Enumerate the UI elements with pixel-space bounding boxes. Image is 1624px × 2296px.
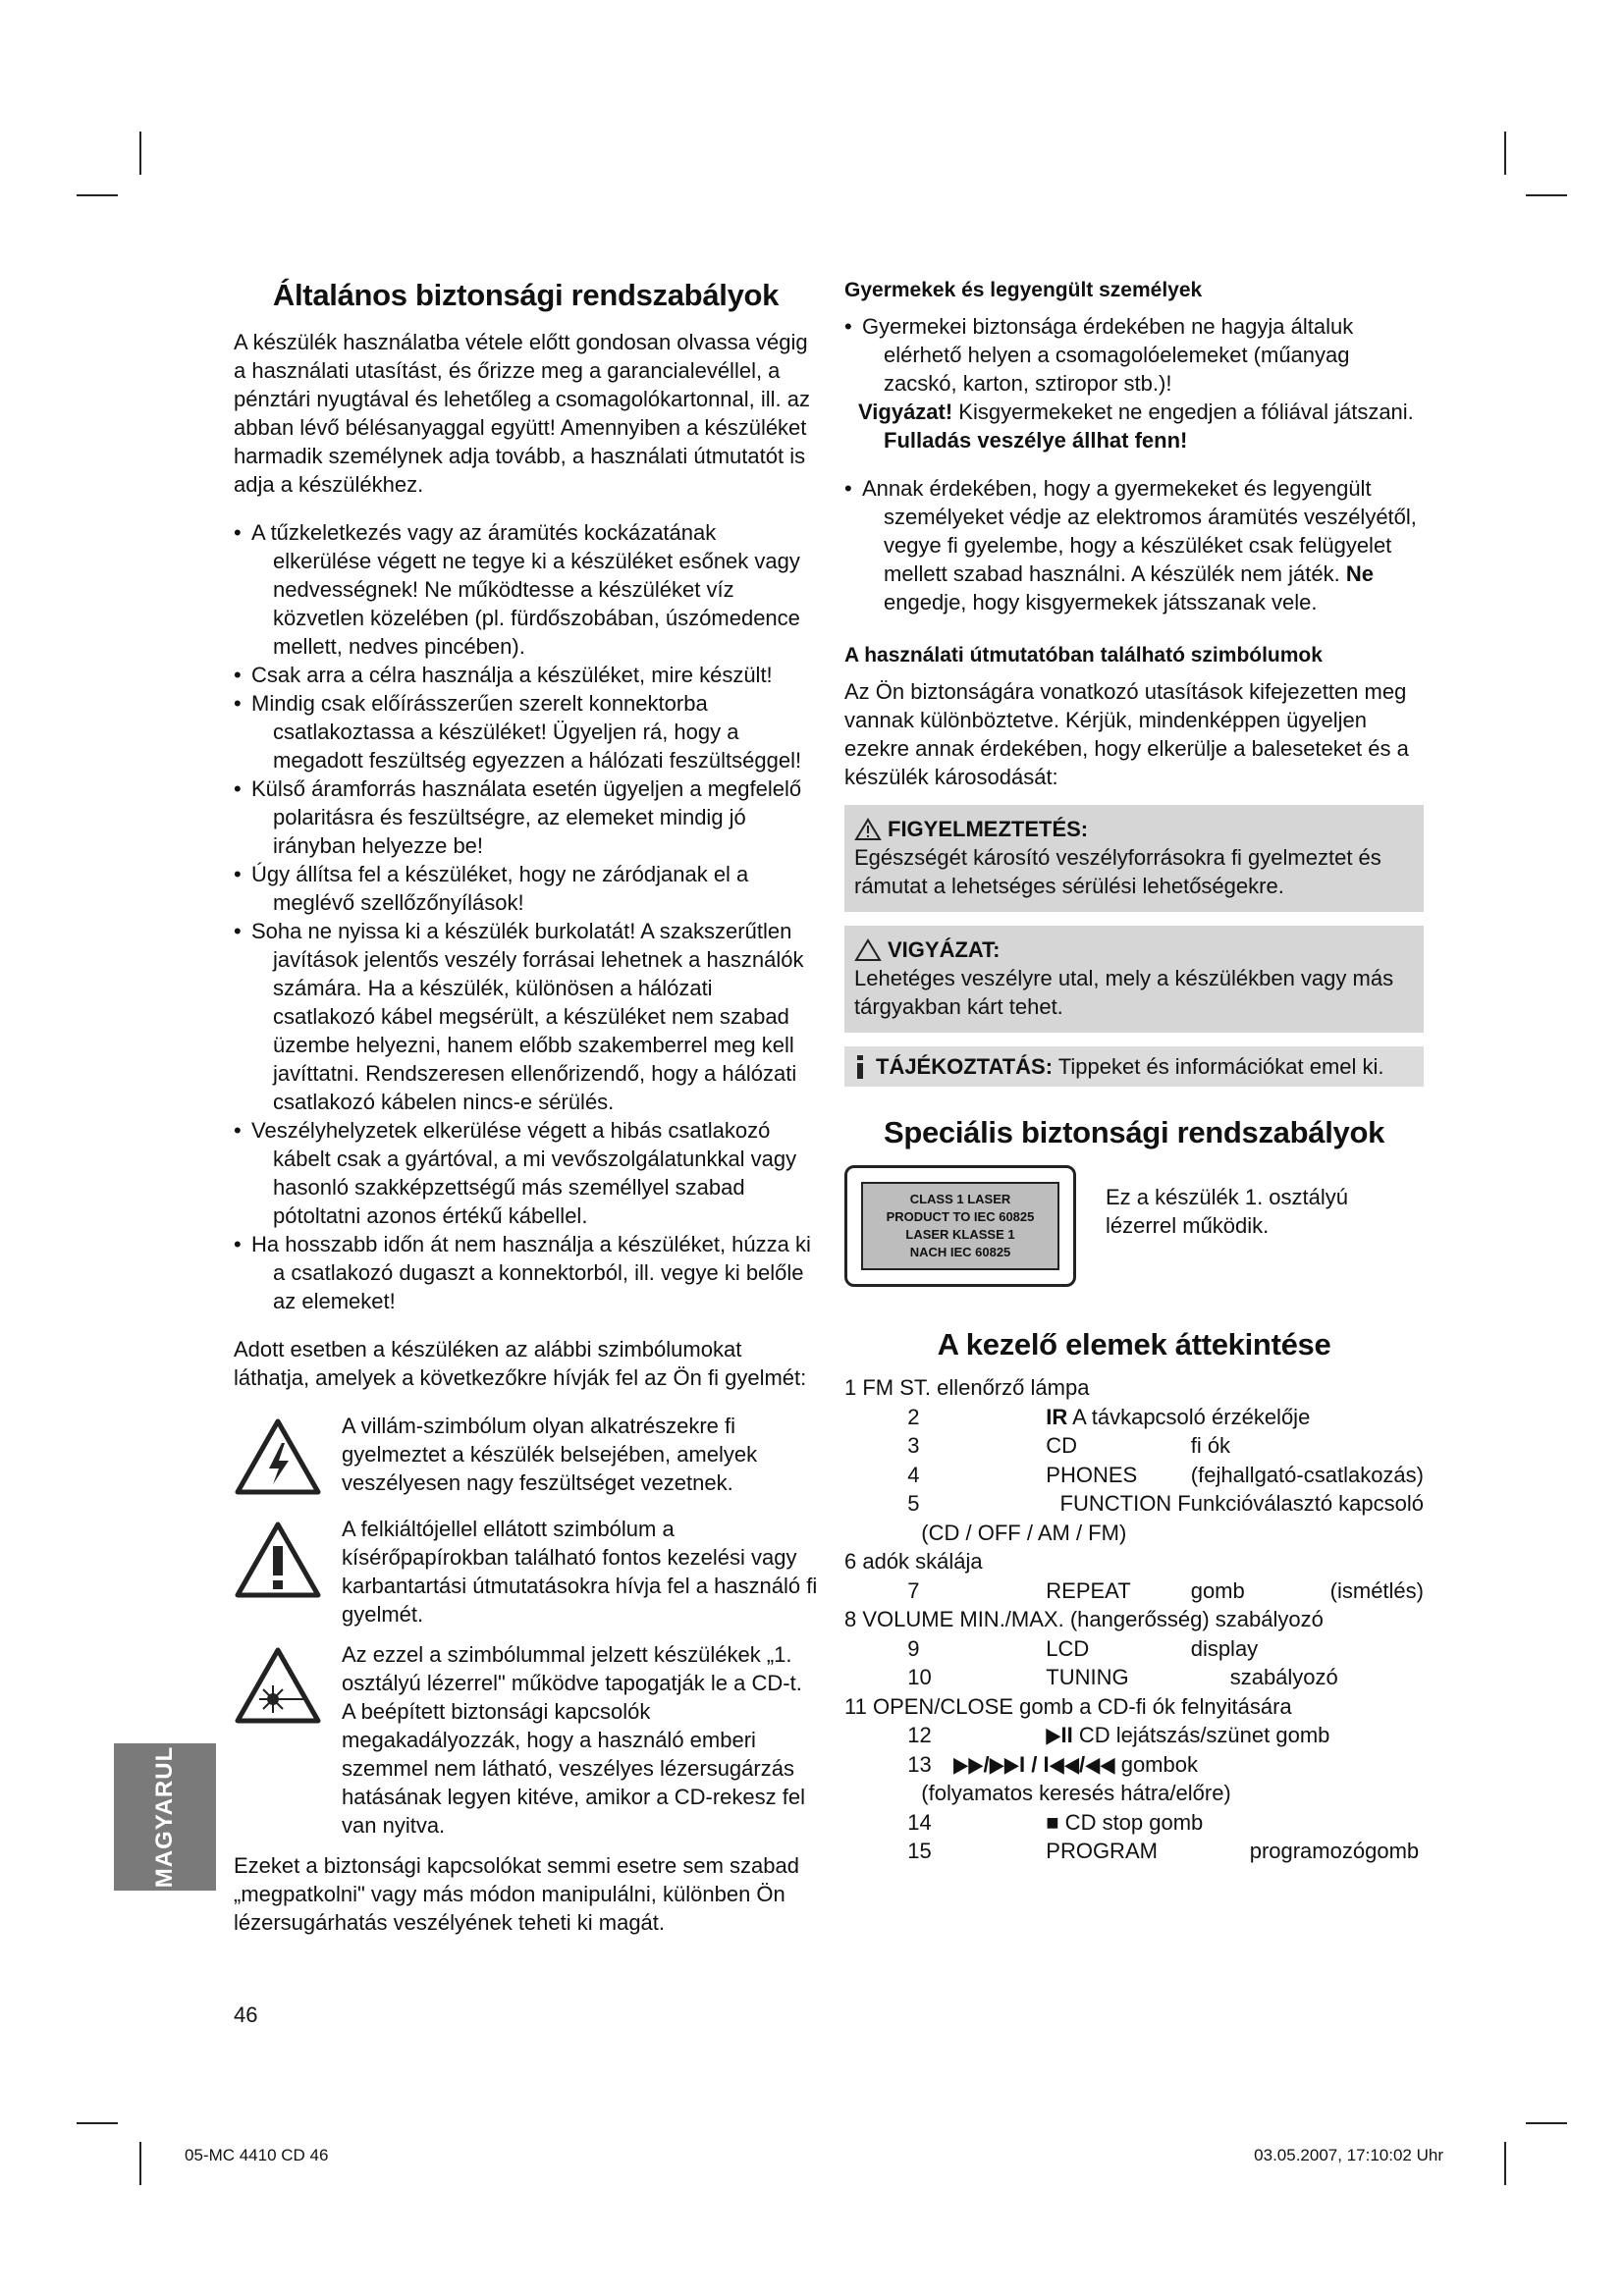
table-row [844, 1779, 1424, 1808]
table-row [844, 1373, 1424, 1403]
controls-title: A kezelő elemek áttekintése [937, 1327, 1331, 1362]
info-box [844, 1046, 1424, 1087]
control-item: PROGRAM [1046, 1839, 1158, 1863]
outro-paragraph: Ezeket a biztonsági kapcsolókat semmi esetre sem szabad „megpatkolni" vagy más módon manipulálni, különben Ön lézersugárhatás veszélyének teheti ki magát. [234, 1853, 799, 1935]
crop-mark [77, 2122, 118, 2124]
laser-label-line: CLASS 1 LASER [909, 1192, 1011, 1206]
control-desc: (ismétlés) [1329, 1577, 1424, 1603]
control-item: ▶▶/▶▶I / I◀◀/◀◀ gombok [953, 1751, 1198, 1777]
control-number: 7 [907, 1577, 920, 1603]
list-item-emphasis: Ne [1345, 561, 1374, 586]
symbol-description: A villám-szimbólum olyan alkatrészekre fi gyelmeztet a készülék belsejében, amelyek veszélyesen nagy feszültséget vezetnek. [342, 1414, 758, 1495]
crop-mark [1526, 194, 1567, 196]
table-row [844, 1547, 1424, 1576]
list-item: • A tűzkeletkezés vagy az áramütés kockázatának elkerülése végett ne tegye ki a készüléket esőnek vagy nedvességnek! Ne működtesse a készüléket víz közvetlen közelében (pl. fürdőszobában, úszómedence mellett, nedves pincében). [234, 518, 818, 661]
control-number: 15 [907, 1839, 932, 1863]
laser-text: Ez a készülék 1. osztályú lézerrel működik. [1106, 1185, 1349, 1238]
control-number: 5 [907, 1491, 920, 1516]
control-item: FUNCTION Funkcióválasztó kapcsoló [1059, 1491, 1424, 1516]
table-row [844, 1489, 1424, 1519]
intro-paragraph: A készülék használatba vétele előtt gondosan olvassa végig a használati utasítást, és őrizze meg a garancialevéllel, a pénztári nyugtával és lehetőleg a csomagolókartonnal, ill. az abban lévő bélésanyaggal együtt! Amennyiben a készüléket harmadik személynek adja tovább, a használati útmutatót is adja a készülékhez. [234, 330, 811, 497]
crop-mark [1526, 2122, 1567, 2124]
list-item-text: Annak érdekében, hogy a gyermekeket és legyengült személyeket védje az elektromos áramütés veszélyétől, vegye fi gyelembe, hogy a készüléket csak felügyelet mellett szabad használni. A készülék nem játék. [862, 476, 1417, 586]
warning-bold: Fulladás veszélye állhat fenn! [884, 428, 1188, 453]
list-item: • Mindig csak előírásszerűen szerelt konnektorba csatlakoztassa a készüléket! Ügyeljen rá, hogy a megadott feszültség egyezzen a hálózati feszültséggel! [234, 689, 818, 774]
table-row [844, 1692, 1424, 1722]
caution-triangle-icon [854, 938, 882, 962]
control-number: 12 [907, 1723, 932, 1747]
left-column [234, 277, 818, 1956]
list-item: • Csak arra a célra használja a készüléket, mire készült! [234, 661, 818, 689]
list-item: • Gyermekei biztonsága érdekében ne hagyja általuk elérhető helyen a csomagolóelemeket (műanyag zacskó, karton, sztiropor stb.)! [844, 312, 1424, 398]
warning-text: Kisgyermekeket ne engedjen a fóliával játszani. [952, 400, 1414, 424]
list-item-text: engedje, hogy kisgyermekek játsszanak vele. [884, 590, 1318, 614]
control-desc: fi ók [1190, 1433, 1231, 1458]
control-item: 1 FM ST. ellenőrző lámpa [844, 1375, 1090, 1400]
info-icon [854, 1055, 866, 1079]
table-row [844, 1750, 1424, 1780]
control-item: LCD [1046, 1635, 1090, 1661]
symbol-description: Az ezzel a szimbólummal jelzett készülékek „1. osztályú lézerrel" működve tapogatják le a CD-t. A beépített biztonsági kapcsolók megakadályozzák, hogy a használó emberi szemmel nem látható, veszélyes lézersugárzás hatásának legyen kitéve, amikor a CD-rekesz fel van nyitva. [342, 1642, 805, 1838]
footer-right: 03.05.2007, 17:10:02 Uhr [1254, 2146, 1443, 2164]
control-item: IR A távkapcsoló érzékelője [1046, 1404, 1311, 1429]
control-number: 13 [907, 1751, 932, 1777]
table-row [844, 1663, 1424, 1692]
symbol-description: A felkiáltójellel ellátott szimbólum a kísérőpapírokban található fontos kezelési vagy karbantartási útmutatásokra hívja fel a használó fi gyelmét. [342, 1517, 818, 1627]
caution-box-text: Lehetéges veszélyre utal, mely a készülékben vagy más tárgyakban kárt tehet. [854, 966, 1394, 1019]
list-item: • Ha hosszabb időn át nem használja a készüléket, húzza ki a csatlakozó dugaszt a konnektorból, ill. vegye ki belőle az elemeket! [234, 1230, 818, 1315]
controls-table [844, 1373, 1424, 1866]
right-column [844, 277, 1424, 1866]
control-item: PHONES [1046, 1462, 1138, 1487]
laser-label-line: PRODUCT TO IEC 60825 [886, 1209, 1035, 1224]
warning-triangle-icon [854, 818, 882, 841]
warning-line [844, 398, 1424, 454]
table-row [844, 1576, 1424, 1606]
special-safety-title: Speciális biztonsági rendszabályok [883, 1115, 1385, 1149]
table-row [844, 1519, 1424, 1548]
page-number: 46 [234, 2002, 258, 2027]
list-item: • Külső áramforrás használata esetén ügyeljen a megfelelő polaritásra és feszültségre, az elemeket mindig jó irányban helyezze be! [234, 774, 818, 860]
symbol-row [234, 1515, 818, 1629]
control-item: REPEAT [1046, 1577, 1131, 1603]
crop-mark [139, 132, 141, 175]
children-heading: Gyermekek és legyengült személyek [844, 279, 1203, 301]
symbols-paragraph: Az Ön biztonságára vonatkozó utasítások kifejezetten meg vannak különböztetve. Kérjük, mindenképpen ügyeljen ezekre annak érdekében, hogy elkerülje a baleseteket és a készülék károsodását: [844, 679, 1409, 789]
table-row [844, 1634, 1424, 1664]
laser-warning-icon [234, 1646, 322, 1725]
warning-box-title: FIGYELMEZTETÉS: [888, 817, 1089, 841]
control-number: 14 [907, 1809, 932, 1835]
control-desc: (folyamatos keresés hátra/előre) [921, 1781, 1231, 1805]
caution-box-title: VIGYÁZAT: [888, 937, 1001, 962]
table-row [844, 1837, 1424, 1866]
info-text: Tippeket és információkat emel ki. [1053, 1054, 1384, 1079]
crop-mark [139, 2142, 141, 2185]
safety-bullet-list [234, 518, 818, 1315]
symbols-heading: A használati útmutatóban található szimbólumok [844, 644, 1323, 667]
control-desc: display [1190, 1635, 1259, 1661]
laser-row [844, 1165, 1424, 1287]
laser-class-label [844, 1165, 1076, 1287]
control-desc: programozógomb [1249, 1839, 1420, 1863]
list-item: • Soha ne nyissa ki a készülék burkolatát! A szakszerűtlen javítások jelentős veszély forrásai lehetnek a használók számára. Ha a készülék, különösen a hálózati csatlakozó kábel megsérült, a készüléket nem szabad üzembe helyezni, hanem előbb szakemberrel meg kell javíttatni. Rendszeresen ellenőrizendő, hogy a hálózati csatlakozó kábelen nincs-e sérülés. [234, 917, 818, 1116]
control-number: 3 [907, 1433, 920, 1458]
control-desc: gomb [1190, 1577, 1245, 1603]
crop-mark [1504, 2142, 1506, 2185]
symbol-row [234, 1640, 818, 1840]
control-item: ▶II CD lejátszás/szünet gomb [1046, 1723, 1330, 1747]
table-row [844, 1605, 1424, 1634]
table-row [844, 1461, 1424, 1490]
symbols-intro: Adott esetben a készüléken az alábbi szimbólumokat láthatja, amelyek a következőkre hívják fel az Ön fi gyelmét: [234, 1337, 807, 1390]
control-number: 9 [907, 1635, 920, 1661]
table-row [844, 1808, 1424, 1838]
control-number: 10 [907, 1665, 932, 1689]
children-list [844, 312, 1424, 398]
warning-label: Vigyázat! [858, 400, 953, 424]
info-label: TÁJÉKOZTATÁS: [876, 1054, 1054, 1079]
table-row [844, 1403, 1424, 1432]
language-tab [114, 1743, 216, 1891]
control-item: TUNING [1046, 1665, 1129, 1689]
control-item: CD [1046, 1433, 1078, 1458]
list-item: • Veszélyhelyzetek elkerülése végett a hibás csatlakozó kábelt csak a gyártóval, a mi vevőszolgálatunkkal vagy hasonló szakképzettségű más személlyel szabad pótoltatni azonos értékű kábellel. [234, 1116, 818, 1230]
table-row [844, 1431, 1424, 1461]
laser-label-line: NACH IEC 60825 [909, 1245, 1011, 1259]
caution-box [844, 926, 1424, 1033]
children-list-2 [844, 474, 1424, 616]
list-item [844, 474, 1424, 616]
crop-mark [1504, 132, 1506, 175]
control-number: 4 [907, 1462, 920, 1487]
warning-box [844, 805, 1424, 912]
general-safety-title: Általános biztonsági rendszabályok [272, 278, 780, 312]
laser-label-line: LASER KLASSE 1 [905, 1227, 1015, 1242]
control-item: 8 VOLUME MIN./MAX. (hangerősség) szabályozó [844, 1607, 1324, 1631]
control-number: 2 [907, 1404, 920, 1429]
control-desc: (CD / OFF / AM / FM) [921, 1520, 1127, 1545]
crop-mark [77, 194, 118, 196]
control-desc: (fejhallgató-csatlakozás) [1190, 1462, 1424, 1487]
control-item: 6 adók skálája [844, 1549, 983, 1574]
control-desc: szabályozó [1229, 1665, 1338, 1689]
table-row [844, 1721, 1424, 1750]
footer-left: 05-MC 4410 CD 46 [185, 2146, 329, 2164]
control-item: ■ CD stop gomb [1046, 1809, 1204, 1835]
list-item: • Úgy állítsa fel a készüléket, hogy ne záródjanak el a meglévő szellőzőnyílások! [234, 860, 818, 917]
symbol-row [234, 1412, 818, 1503]
language-tab-label: MAGYARUL [151, 1745, 178, 1889]
warning-box-text: Egészségét károsító veszélyforrásokra fi gyelmeztet és rámutat a lehetséges sérülési lehetőségekre. [854, 845, 1381, 898]
lightning-warning-icon [234, 1417, 322, 1496]
exclamation-warning-icon [234, 1521, 322, 1599]
control-item: 11 OPEN/CLOSE gomb a CD-fi ók felnyitására [844, 1693, 1292, 1719]
